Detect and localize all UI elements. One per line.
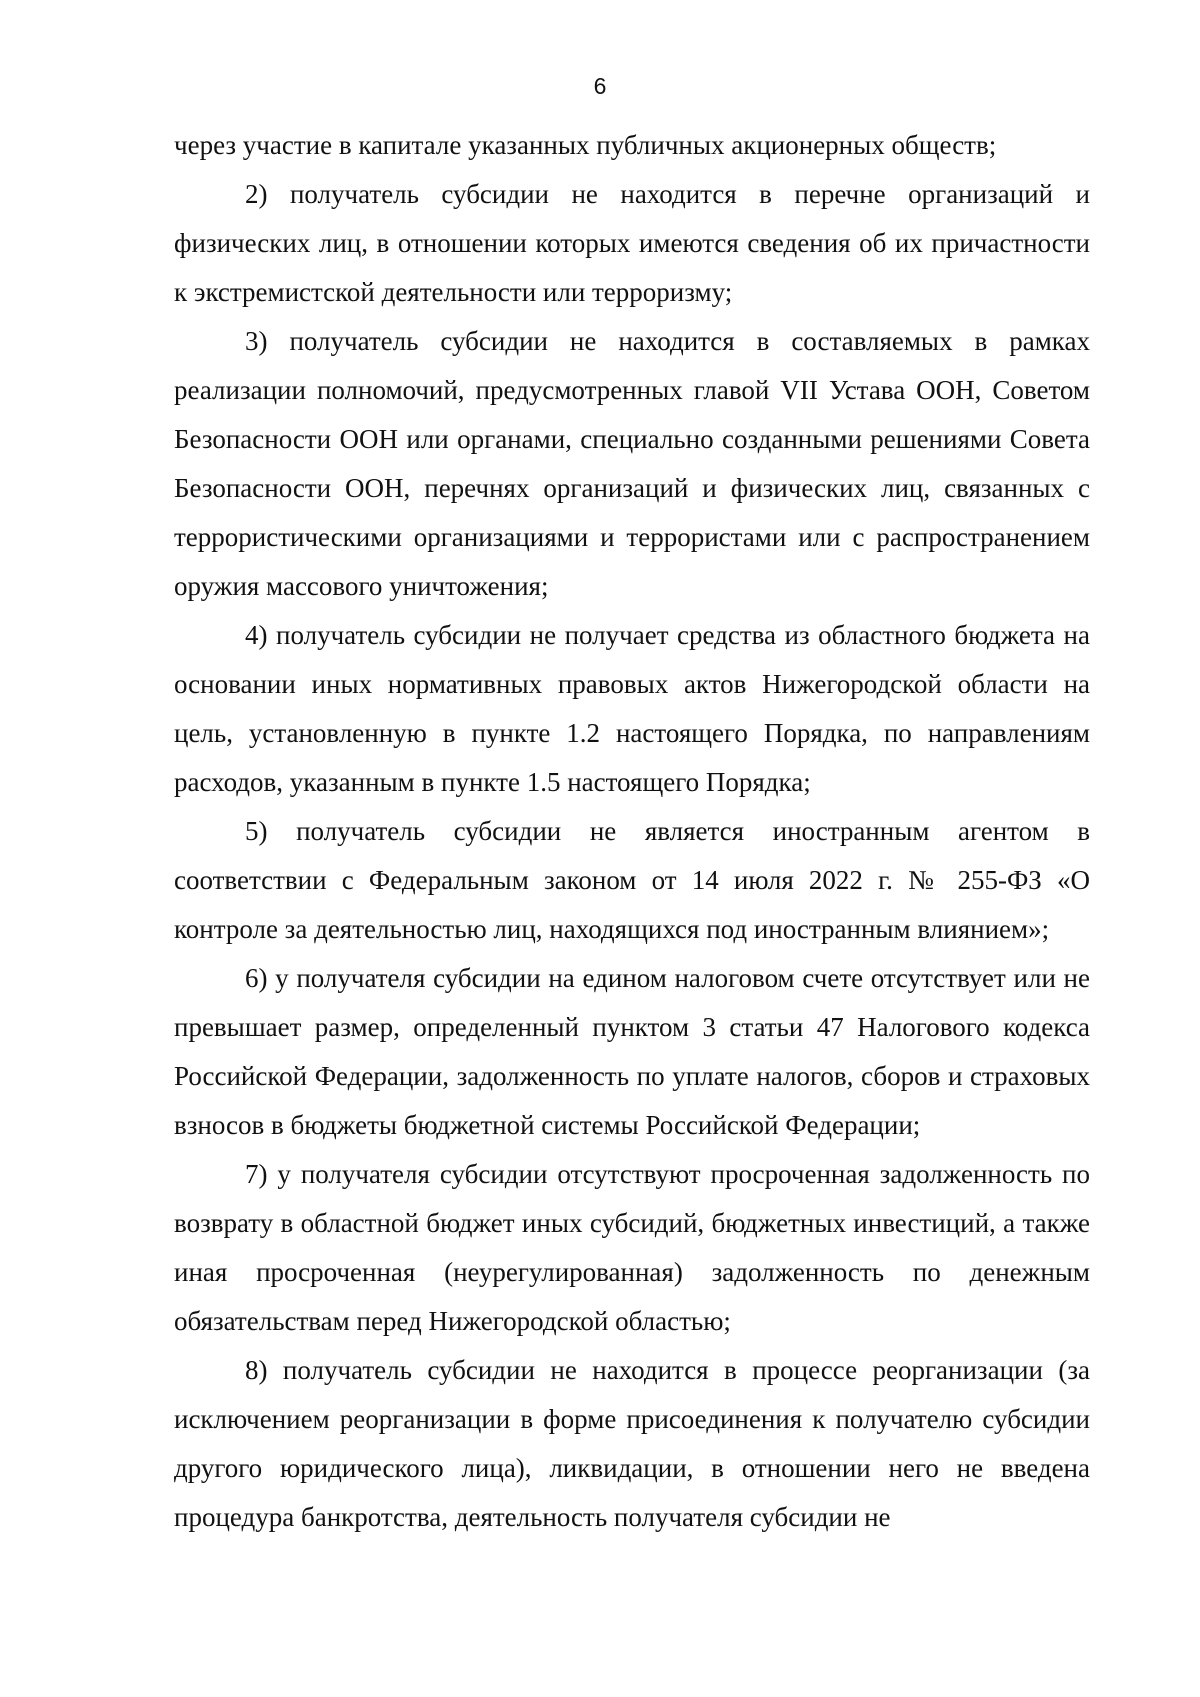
paragraph-item-7: 7) у получателя субсидии отсутствуют просроченная задолженность по возврату в областной бюджет иных субсидий, бюджетных инвестиций, а также иная просроченная (неурегулированная) задолженность по денежным обязательствам перед Нижегородской областью; xyxy=(174,1159,1090,1336)
paragraph-item-4: 4) получатель субсидии не получает средства из областного бюджета на основании иных нормативных правовых актов Нижегородской области на цель, установленную в пункте 1.2 настоящего Порядка, по направлениям расходов, указанным в пункте 1.5 настоящего Порядка; xyxy=(174,620,1090,797)
paragraph-item-5: 5) получатель субсидии не является иностранным агентом в соответствии с Федеральным законом от 14 июля 2022 г. № 255-ФЗ «О контроле за деятельностью лиц, находящихся под иностранным влиянием»; xyxy=(174,816,1090,944)
paragraph-item-8: 8) получатель субсидии не находится в процессе реорганизации (за исключением реорганизации в форме присоединения к получателю субсидии другого юридического лица), ликвидации, в отношении него не введена процедура банкротства, деятельность получателя субсидии не xyxy=(174,1355,1090,1532)
document-body xyxy=(174,121,1090,1542)
paragraph-item-3: 3) получатель субсидии не находится в составляемых в рамках реализации полномочий, предусмотренных главой VII Устава ООН, Советом Безопасности ООН или органами, специально созданными решениями Совета Безопасности ООН, перечнях организаций и физических лиц, связанных с террористическими организациями и террористами или с распространением оружия массового уничтожения; xyxy=(174,326,1090,601)
paragraph-item-2: 2) получатель субсидии не находится в перечне организаций и физических лиц, в отношении которых имеются сведения об их причастности к экстремистской деятельности или терроризму; xyxy=(174,179,1090,307)
paragraph-continuation: через участие в капитале указанных публичных акционерных обществ; xyxy=(174,130,997,160)
page-number: 6 xyxy=(593,73,607,99)
paragraph-item-6: 6) у получателя субсидии на едином налоговом счете отсутствует или не превышает размер, определенный пунктом 3 статьи 47 Налогового кодекса Российской Федерации, задолженность по уплате налогов, сборов и страховых взносов в бюджеты бюджетной системы Российской Федерации; xyxy=(174,963,1090,1140)
